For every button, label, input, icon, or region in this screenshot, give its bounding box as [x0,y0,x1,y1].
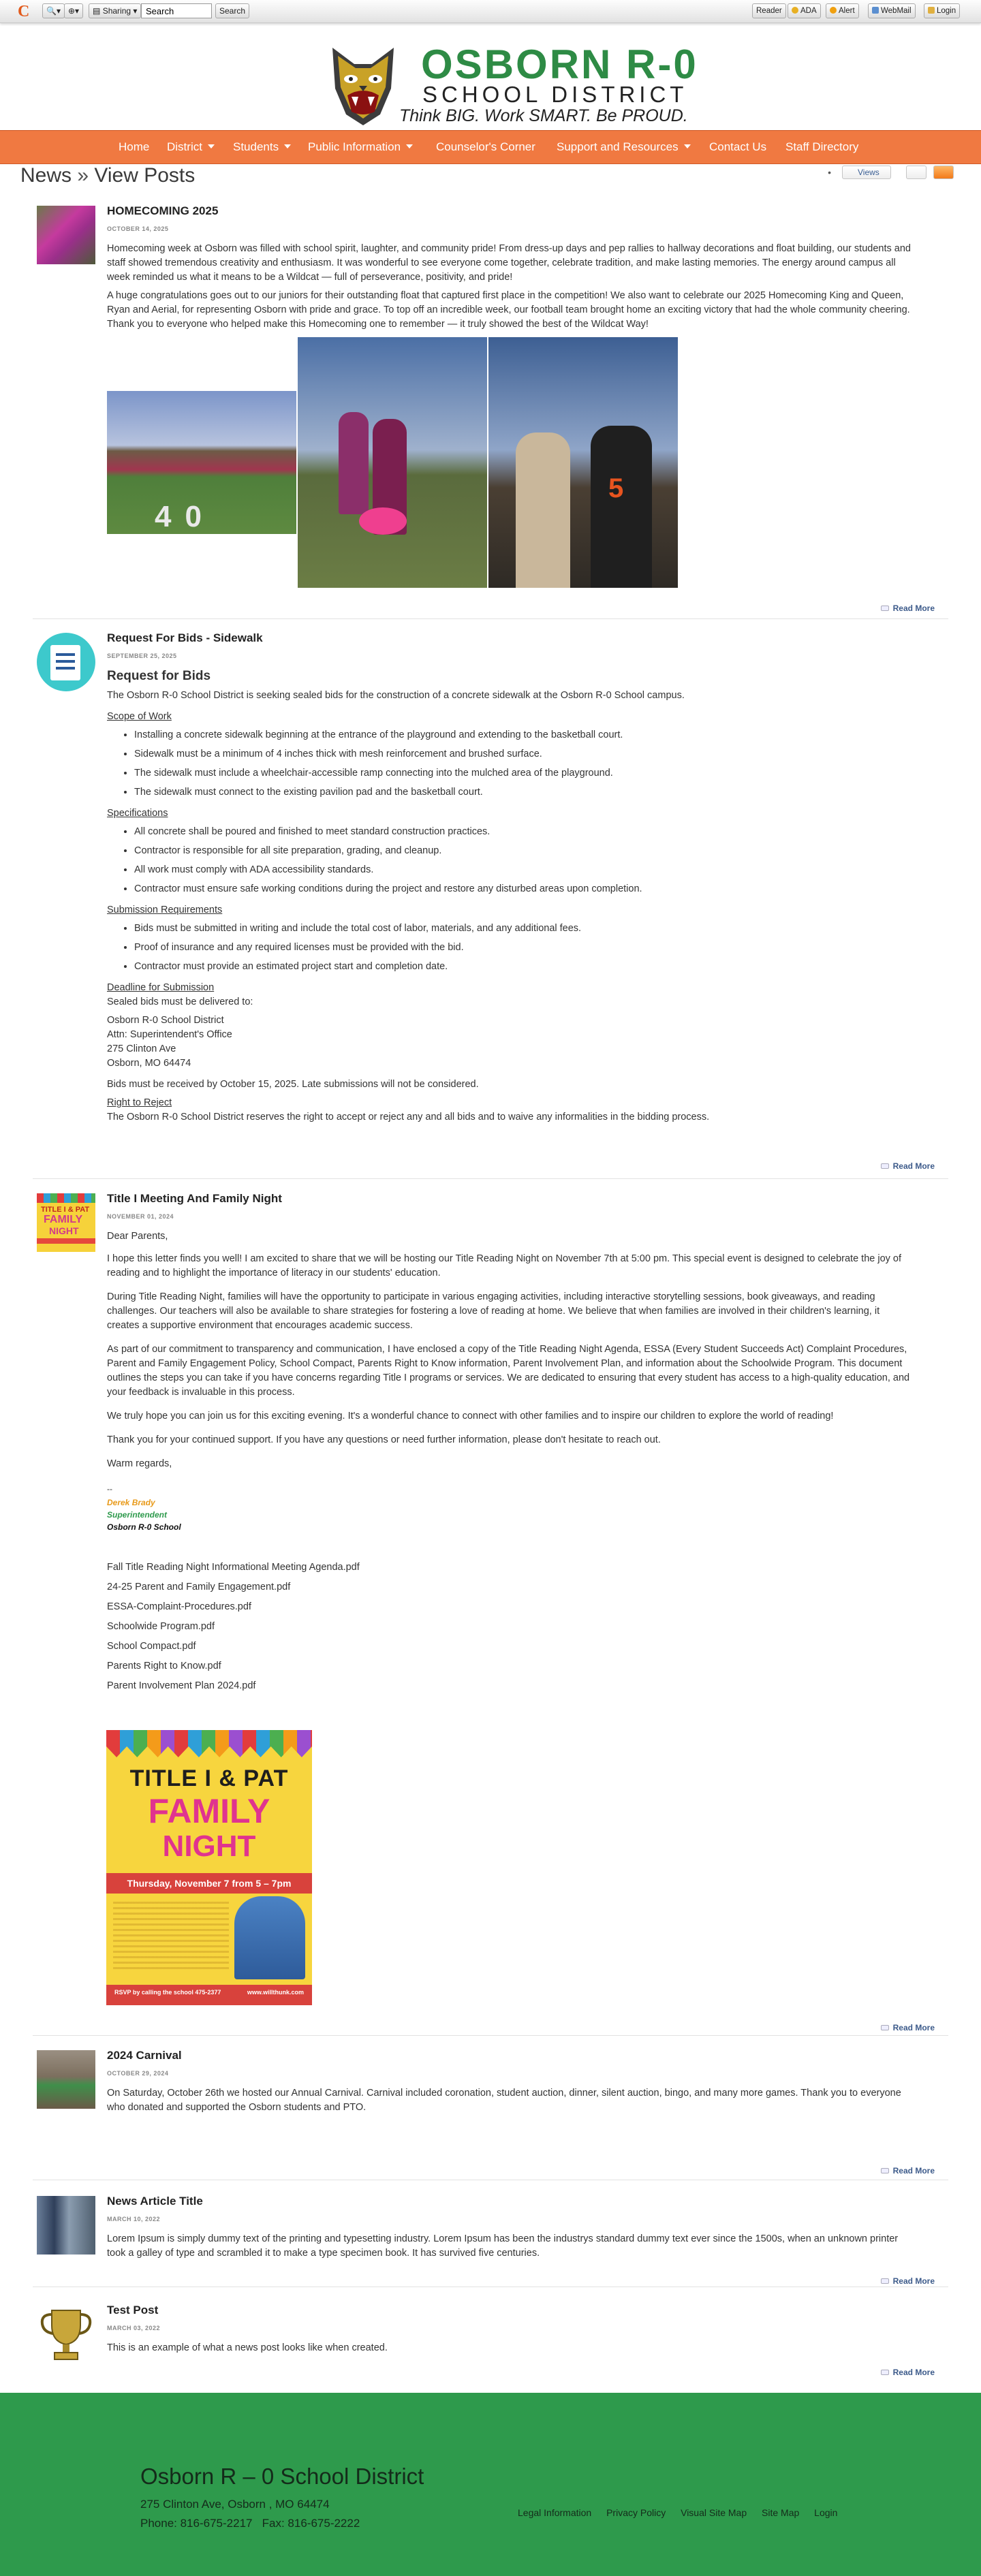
post-title-i-family-night [37,1193,947,2038]
post-paragraph: During Title Reading Night, families will have the opportunity to participate in various engaging activities, including interactive storytelling sessions, book giveaways, and reading challenges. Our teachers will also be available to share strategies for fostering a love of reading at home. We believe that when families are involved in their children's learning, it creates a supportive environment that encourages academic success. [107,1291,880,1331]
attachment-link[interactable]: ESSA-Complaint-Procedures.pdf [107,1601,251,1612]
views-button[interactable]: Views [842,166,891,179]
post-thumbnail[interactable] [37,2196,95,2255]
address-line: 275 Clinton Ave [107,1043,176,1054]
section-label: Deadline for Submission [107,982,215,993]
flyer-date-banner: Thursday, November 7 from 5 – 7pm [106,1873,312,1894]
read-more-link[interactable]: Read More [881,2368,935,2377]
flyer-heading: TITLE I & PAT [129,1765,289,1791]
post-title[interactable]: Title I Meeting And Family Night [107,1192,282,1205]
reader-button[interactable]: Reader [752,3,786,18]
nav-students[interactable]: Students [233,140,291,154]
signature-name: Derek Brady [107,1498,155,1507]
post-thumbnail[interactable]: TITLE I & PAT FAMILY NIGHT [37,1193,95,1252]
post-title[interactable]: HOMECOMING 2025 [107,204,219,217]
flyer-night: NIGHT [162,1829,256,1863]
webmail-button[interactable]: WebMail [868,3,916,18]
footer-district-name: Osborn R – 0 School District [140,2464,424,2489]
signature-role: Superintendent [107,1510,168,1520]
post-date: OCTOBER 29, 2024 [107,2070,169,2077]
post-thumbnail[interactable] [37,2050,95,2109]
footer-link-login[interactable]: Login [814,2507,838,2518]
wildcat-mascot-icon [320,41,406,127]
comment-icon [881,1163,889,1169]
read-more-link[interactable]: Read More [881,2276,935,2286]
page-title: News » View Posts [20,164,196,187]
signature-separator: -- [107,1484,112,1494]
attachment-link[interactable]: Fall Title Reading Night Informational Meeting Agenda.pdf [107,1562,360,1573]
breadcrumb-news[interactable]: News [20,164,72,187]
sharing-button[interactable]: ▤ Sharing ▾ [89,3,141,18]
footer-link-privacy[interactable]: Privacy Policy [606,2507,666,2518]
footer-links [518,2507,850,2518]
list-item: • Installing a concrete sidewalk beginning at the entrance of the playground and extending to the basketball court. [134,728,911,742]
attachment-link[interactable]: School Compact.pdf [107,1641,196,1652]
post-date: MARCH 03, 2022 [107,2325,161,2331]
post-2024-carnival [37,2050,947,2180]
post-homecoming [37,206,947,614]
list-item: • All work must comply with ADA accessibility standards. [134,863,911,877]
attachment-link[interactable]: Parent Involvement Plan 2024.pdf [107,1680,256,1691]
trophy-icon[interactable] [37,2305,95,2363]
post-paragraph: Lorem Ipsum is simply dummy text of the printing and typesetting industry. Lorem Ipsum has been the industrys standard dummy text ever since the 1500s, when an unknown printer took a galley of type and scrambled it to make a type specimen book. It has survived five centuries. [107,2233,899,2259]
ada-icon [792,7,798,14]
list-item: • Contractor must provide an estimated project start and completion date. [134,960,911,974]
read-more-link[interactable]: Read More [881,1161,935,1171]
comment-icon [881,2278,889,2284]
search-input[interactable] [141,3,212,18]
photo-children-crowned[interactable] [298,337,487,588]
section-label: Scope of Work [107,711,172,722]
post-paragraph: The Osborn R-0 School District reserves the right to accept or reject any and all bids and to waive any informalities in the bidding process. [107,1112,710,1122]
submission-list [134,922,911,974]
brand-title: OSBORN R-0 [421,42,698,87]
chevron-down-icon [284,144,291,148]
print-icon[interactable] [906,166,926,179]
brand-tagline: Think BIG. Work SMART. Be PROUD. [399,106,688,125]
nav-district[interactable]: District [167,140,215,154]
post-thumbnail[interactable] [37,206,95,264]
post-paragraph: I hope this letter finds you well! I am excited to share that we will be hosting our Title Reading Night on November 7th at 5:00 pm. This special event is designed to celebrate the joy of reading and to highlight the importance of literacy in our students' education. [107,1253,902,1278]
site-footer [0,2393,981,2576]
post-date: NOVEMBER 01, 2024 [107,1213,174,1220]
post-paragraph: Dear Parents, [107,1231,168,1242]
section-label: Specifications [107,808,168,819]
post-title[interactable]: Request For Bids - Sidewalk [107,631,263,644]
chevron-down-icon [208,144,215,148]
alert-icon [830,7,837,14]
post-thumbnail[interactable] [37,633,95,691]
photo-homecoming-king-queen[interactable]: 5 [488,337,678,588]
comment-icon [881,606,889,611]
post-paragraph: A huge congratulations goes out to our juniors for their outstanding float that captured first place in the competition! We also want to celebrate our 2025 Homecoming King and Queen, Ryan and Aerial, for representing Osborn with pride and grace. To top off an incredible week, our football team brought home an exciting victory that had the whole community cheering. Thank you to everyone who helped make this Homecoming one to remember — it truly showed the best of the Wildcat Way! [107,290,910,330]
attachment-list [107,1558,911,1696]
footer-address: 275 Clinton Ave, Osborn , MO 64474 [140,2498,330,2511]
post-paragraph: Bids must be received by October 15, 2025. Late submissions will not be considered. [107,1079,479,1090]
nav-public-information[interactable]: Public Information [308,140,413,154]
zoom-tools-button[interactable]: ⊕▾ [64,3,83,18]
nav-home[interactable]: Home [119,140,150,153]
photo-football-field[interactable] [107,391,296,534]
footer-link-visual-sitemap[interactable]: Visual Site Map [681,2507,747,2518]
main-nav [0,130,981,164]
post-paragraph: As part of our commitment to transparency and communication, I have enclosed a copy of the Title Reading Night Agenda, ESSA (Every Student Succeeds Act) Complaint Procedures, Parent and Family Engagement Policy, School Compact, Parents Right to Know information, Parent Involvement Plan, and information about the Schoolwide Program. This document outlines the steps you can take if you have concerns regarding Title I programs or services. We are dedicated to ensuring that every student has access to a high-quality education, and your feedback is invaluable in this process. [107,1344,910,1398]
section-label: Submission Requirements [107,905,223,915]
mail-icon [872,7,879,14]
chevron-down-icon [684,144,691,148]
spec-list [134,825,911,896]
signature-school: Osborn R-0 School [107,1522,181,1532]
login-button[interactable]: Login [924,3,960,18]
post-news-article [37,2196,947,2284]
flyer-rsvp: RSVP by calling the school 475-2377 [114,1989,221,1996]
list-item: • Sidewalk must be a minimum of 4 inches thick with mesh reinforcement and brushed surface. [134,747,911,761]
post-date: SEPTEMBER 25, 2025 [107,653,177,659]
rss-icon[interactable] [933,166,954,179]
nav-support-resources[interactable]: Support and Resources [557,140,691,154]
attachment-link[interactable]: Schoolwide Program.pdf [107,1621,215,1632]
share-icon: ▤ [93,6,101,16]
post-paragraph: The Osborn R-0 School District is seeking sealed bids for the construction of a concrete sidewalk at the Osborn R-0 School campus. [107,690,685,701]
list-item: • Contractor must ensure safe working conditions during the project and restore any disturbed areas upon completion. [134,882,911,896]
flyer-performer-photo [234,1896,305,1979]
page-tools: • Views [818,166,954,180]
post-date: MARCH 10, 2022 [107,2216,161,2222]
list-item: • Contractor is responsible for all site preparation, grading, and cleanup. [134,844,911,858]
flyer-family: FAMILY [148,1792,270,1830]
post-paragraph: Warm regards, [107,1458,172,1469]
read-more-link[interactable]: Read More [881,2166,935,2176]
post-paragraph: On Saturday, October 26th we hosted our Annual Carnival. Carnival included coronation, student auction, dinner, silent auction, bingo, and many more games. Thank you to everyone who donated and supported the Osborn students and PTO. [107,2088,901,2113]
attachment-link[interactable]: Parents Right to Know.pdf [107,1661,221,1671]
list-item: • Bids must be submitted in writing and include the total cost of labor, materials, and any additional fees. [134,922,911,936]
nav-contact-us[interactable]: Contact Us [709,140,767,153]
site-logo-icon[interactable]: C [18,3,30,20]
list-item: • All concrete shall be poured and finished to meet standard construction practices. [134,825,911,839]
footer-link-sitemap[interactable]: Site Map [762,2507,800,2518]
footer-phone: Phone: 816-675-2217 Fax: 816-675-2222 [140,2517,360,2530]
post-paragraph: Homecoming week at Osborn was filled with school spirit, laughter, and community pride! From dress-up days and pep rallies to hallway decorations and float building, our students and staff showed tremendous creativity and enthusiasm. It was wonderful to see everyone come together, celebrate tradition, and make lasting memories. The energy around campus all week reminded us what it means to be a Wildcat — full of perseverance, positivity, and pride! [107,243,911,283]
attachment-link[interactable]: 24-25 Parent and Family Engagement.pdf [107,1582,291,1592]
post-request-for-bids [37,633,947,1178]
post-title[interactable]: Test Post [107,2304,159,2316]
read-more-link[interactable]: Read More [881,603,935,613]
top-toolbar [0,0,981,23]
comment-icon [881,2025,889,2030]
district-logo[interactable] [320,41,698,129]
nav-counselors-corner[interactable]: Counselor's Corner [436,140,535,153]
footer-link-legal[interactable]: Legal Information [518,2507,592,2518]
flyer-website: www.willthunk.com [247,1989,304,1996]
search-button[interactable]: Search [215,3,249,18]
key-icon [928,7,935,14]
address-line: Osborn R-0 School District [107,1015,224,1026]
section-label: Right to Reject [107,1097,172,1108]
list-item: • The sidewalk must include a wheelchair-accessible ramp connecting into the mulched area of the playground. [134,766,911,781]
comment-icon [881,2168,889,2173]
brand-subtitle: SCHOOL DISTRICT [422,82,688,107]
family-night-flyer[interactable] [106,1730,312,2005]
post-paragraph: Thank you for your continued support. If you have any questions or need further information, please don't hesitate to reach out. [107,1434,661,1445]
search-tools-button[interactable]: 🔍▾ [42,3,65,18]
nav-staff-directory[interactable]: Staff Directory [785,140,859,153]
list-item: • Proof of insurance and any required licenses must be provided with the bid. [134,941,911,955]
address-line: Osborn, MO 64474 [107,1058,191,1069]
post-heading: Request for Bids [107,669,211,683]
read-more-link[interactable]: Read More [881,2023,935,2032]
yard-line-marking: 40 [155,500,215,533]
ada-button[interactable]: ADA [788,3,821,18]
comment-icon [881,2370,889,2375]
post-title[interactable]: News Article Title [107,2195,203,2208]
post-paragraph: We truly hope you can join us for this exciting evening. It's a wonderful chance to connect with other families and to inspire our children to explore the world of reading! [107,1411,834,1421]
post-paragraph: This is an example of what a news post looks like when created. [107,2342,388,2353]
scope-list [134,728,911,800]
address-line: Attn: Superintendent's Office [107,1029,232,1040]
post-date: OCTOBER 14, 2025 [107,225,169,232]
chevron-down-icon [406,144,413,148]
post-test-post [37,2305,947,2380]
list-item: • The sidewalk must connect to the existing pavilion pad and the basketball court. [134,785,911,800]
alert-button[interactable]: Alert [826,3,859,18]
post-paragraph: Sealed bids must be delivered to: [107,996,253,1007]
post-title[interactable]: 2024 Carnival [107,2049,182,2062]
